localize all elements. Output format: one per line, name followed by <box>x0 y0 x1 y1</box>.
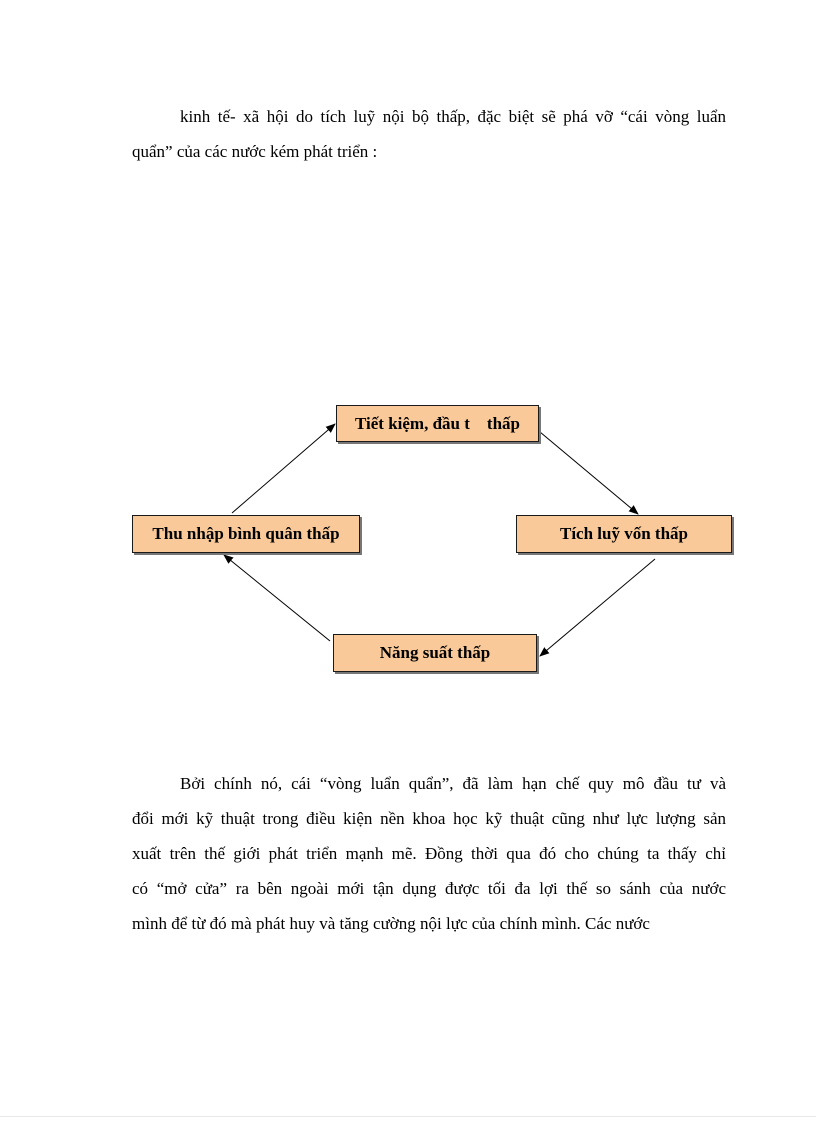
body-line-3: xuất trên thế giới phát triển mạnh mẽ. Đồng thời qua đó cho chúng ta thấy chỉ <box>132 844 726 863</box>
cycle-box-label: Thu nhập bình quân thấp <box>152 524 340 543</box>
body-line-4: có “mở cửa” ra bên ngoài mới tận dụng được tối đa lợi thế so sánh của nước <box>132 879 726 898</box>
arrow-bottom-to-left <box>224 555 330 641</box>
arrow-top-to-right <box>540 432 638 514</box>
body-paragraph <box>132 766 726 941</box>
cycle-box-savings-investment <box>336 405 539 442</box>
cycle-box-label: Tiết kiệm, đầu t thấp <box>355 413 520 433</box>
cycle-box-label: Tích luỹ vốn thấp <box>559 524 688 543</box>
page-bottom-edge <box>0 1116 816 1117</box>
cycle-box-average-income <box>132 515 360 553</box>
body-line-1: Bởi chính nó, cái “vòng luẩn quẩn”, đã làm hạn chế quy mô đầu tư và <box>180 774 726 793</box>
intro-line-1: kinh tế- xã hội do tích luỹ nội bộ thấp, đặc biệt sẽ phá vỡ “cái vòng luẩn <box>180 107 726 126</box>
body-line-2: đổi mới kỹ thuật trong điều kiện nền khoa học kỹ thuật cũng như lực lượng sản <box>132 809 726 828</box>
arrow-right-to-bottom <box>540 559 655 656</box>
arrow-left-to-top <box>232 424 335 513</box>
cycle-box-capital-accumulation <box>516 515 732 553</box>
cycle-box-productivity <box>333 634 537 672</box>
intro-line-2: quẩn” của các nước kém phát triển : <box>132 142 378 161</box>
cycle-box-label: Năng suất thấp <box>379 643 491 662</box>
body-line-5: mình để từ đó mà phát huy và tăng cường nội lực của chính mình. Các nước <box>132 914 650 933</box>
